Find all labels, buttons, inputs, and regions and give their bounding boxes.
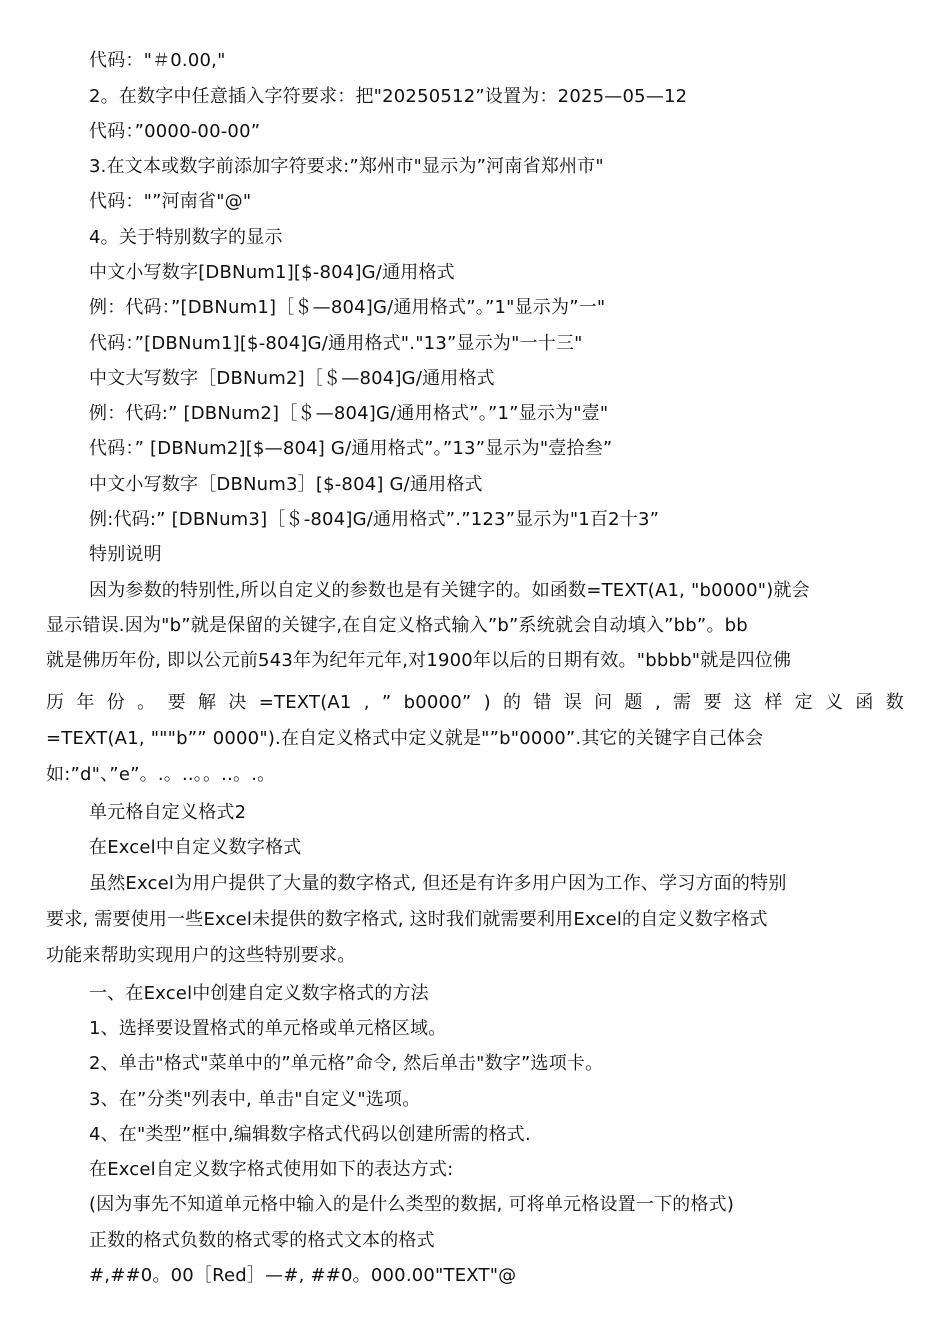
text-line: 3.在文本或数字前添加字符要求:”郑州市"显示为”河南省郑州市" xyxy=(89,156,604,177)
text-line: 代码：” [DBNum2][$—804] G/通用格式”。”13”显示为"壹拾叁” xyxy=(89,438,613,459)
paragraph-line: 显示错误.因为"b”就是保留的关键字,在自定义格式输入”b”系统就会自动填入”bb”。bb xyxy=(46,615,748,636)
text-line: 代码："＃0.00," xyxy=(89,50,226,71)
text-line: 2。在数字中任意插入字符要求：把"20250512”设置为：2025—05—12 xyxy=(89,86,688,107)
format-code-line: #,##0。00［Red］—#, ##0。000.00"TEXT"@ xyxy=(89,1265,517,1286)
word: 解 xyxy=(197,692,217,713)
word: 要 xyxy=(167,692,186,713)
word: 。 xyxy=(137,692,156,713)
text-line: 代码："”河南省"@" xyxy=(89,191,252,212)
text-line: 正数的格式负数的格式零的格式文本的格式 xyxy=(89,1230,435,1251)
word: ) xyxy=(483,692,491,713)
word: 数 xyxy=(885,692,904,713)
paragraph-line: 虽然Excel为用户提供了大量的数字格式, 但还是有许多用户因为工作、学习方面的特别 xyxy=(89,873,787,894)
word: 错 xyxy=(533,692,552,713)
word: , xyxy=(654,692,661,713)
paragraph-line: 因为参数的特别性,所以自定义的参数也是有关键字的。如函数=TEXT(A1, "b0000")就会 xyxy=(89,580,810,601)
word: =TEXT(A1 xyxy=(258,692,352,713)
word: 题 xyxy=(624,692,643,713)
text-line: 中文大写数字［DBNum2]［＄—804]G/通用格式 xyxy=(89,368,495,389)
section-heading: 特别说明 xyxy=(89,544,162,565)
word: 份 xyxy=(106,692,125,713)
word: 年 xyxy=(76,692,95,713)
section-heading: 4。关于特别数字的显示 xyxy=(89,227,283,248)
text-line: 中文小写数字［DBNum3］[$-804] G/通用格式 xyxy=(89,474,483,495)
section-heading: 在Excel中自定义数字格式 xyxy=(89,837,302,858)
justified-paragraph-line xyxy=(46,691,904,715)
paragraph-line: 就是佛历年份, 即以公元前543年为纪年元年,对1900年以后的日期有效。"bbbb"就是四位佛 xyxy=(46,650,792,671)
word: b0000” xyxy=(403,692,472,713)
text-line: (因为事先不知道单元格中输入的是什么类型的数据, 可将单元格设置一下的格式) xyxy=(89,1194,735,1215)
word: 需 xyxy=(673,692,692,713)
word: 这 xyxy=(733,692,753,713)
text-line: 在Excel自定义数字格式使用如下的表达方式: xyxy=(89,1159,454,1180)
text-line: 例：代码:” [DBNum2]［＄—804]G/通用格式”。”1”显示为"壹" xyxy=(89,403,609,424)
paragraph-line: 如:”d"、”e”。.。..。。..。.。 xyxy=(46,764,276,785)
paragraph-line: =TEXT(A1, """b”” 0000").在自定义格式中定义就是"”b"0000”.其它的关键字自己体会 xyxy=(46,728,764,749)
word: 函 xyxy=(855,692,874,713)
text-line: 例:代码:” [DBNum3]［＄-804]G/通用格式”.”123”显示为"1百2十3” xyxy=(89,509,660,530)
list-item: 4、在"类型”框中,编辑数字格式代码以创建所需的格式. xyxy=(89,1124,531,1145)
list-item: 1、选择要设置格式的单元格或单元格区域。 xyxy=(89,1018,447,1039)
word: 定 xyxy=(794,692,813,713)
paragraph-line: 功能来帮助实现用户的这些特别要求。 xyxy=(46,945,356,966)
word: , xyxy=(363,692,370,713)
text-line: 代码：”0000-00-00” xyxy=(89,121,261,142)
list-item: 2、单击"格式"菜单中的”单元格”命令, 然后单击"数字”选项卡。 xyxy=(89,1053,604,1074)
word: 要 xyxy=(703,692,722,713)
word: 历 xyxy=(46,692,65,713)
text-line: 中文小写数字[DBNum1][$-804]G/通用格式 xyxy=(89,262,455,283)
section-heading: 一、在Excel中创建自定义数字格式的方法 xyxy=(89,983,429,1004)
paragraph-line: 要求, 需要使用一些Excel未提供的数字格式, 这时我们就需要利用Excel的自定义数字格式 xyxy=(46,909,768,930)
list-item: 3、在”分类"列表中, 单击"自定义"选项。 xyxy=(89,1089,421,1110)
text-line: 例：代码：”[DBNum1]［＄—804]G/通用格式”。”1"显示为”一" xyxy=(89,297,606,318)
word: 样 xyxy=(764,692,783,713)
word: 误 xyxy=(563,692,582,713)
word: 决 xyxy=(228,692,247,713)
word: 的 xyxy=(502,692,522,713)
text-line: 代码：”[DBNum1][$-804]G/通用格式"."13”显示为"一十三" xyxy=(89,333,583,354)
section-heading: 单元格自定义格式2 xyxy=(89,802,247,823)
word: 义 xyxy=(825,692,844,713)
word: 问 xyxy=(594,692,613,713)
word: ” xyxy=(381,692,392,713)
